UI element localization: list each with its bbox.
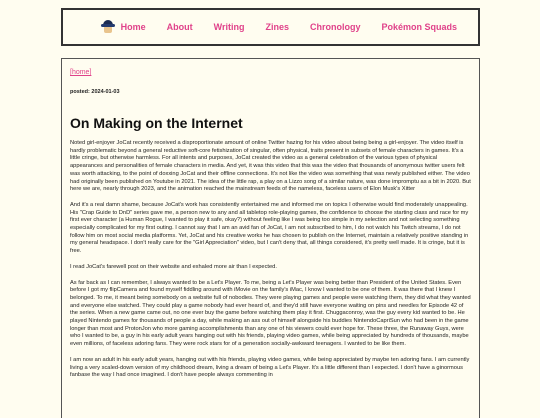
post-title: On Making on the Internet [70, 115, 243, 131]
nav-link-chronology[interactable]: Chronology [309, 22, 361, 32]
nav-link-home[interactable]: Home [120, 22, 146, 32]
top-navigation [61, 8, 480, 46]
home-link[interactable]: [home] [70, 69, 92, 76]
post-paragraph-2: And it's a real damn shame, because JoCat's work has consistently entertained me and informed me on topics I otherwise would find moderately unappealing. His "Crap Guide to DnD" series gave me, a person new to any and all tabletop role-playing games, the confidence to choose the starting class and race for my first ever character (a Human Rogue, I wanted to play it safe, okay?) without feeling like I was being too simple in my selection and not selecting something especially complicated for my first outing. I cannot say that I am an avid fan of JoCat, I am not subscribed to him, I do not watch his Twitch streams, I do not follow him on most social media platforms. Yet, JoCat and his creative works he has chosen to publish on the Internet, maintain a relatively positive standing in my general headspace. I don't really care for the "Girl Appreciation" video, but I can't deny that, all things considered, it's pretty well made. It is cringe, but it is free. [70, 201, 469, 255]
nav-link-writing[interactable]: Writing [213, 22, 245, 32]
nav-link-pokemon-squads[interactable]: Pokémon Squads [381, 22, 457, 32]
nav-link-zines[interactable]: Zines [265, 22, 289, 32]
nav-links [121, 22, 478, 32]
post-paragraph-1: Noted girl-enjoyer JoCat recently received a disproportionate amount of online Twitter hazing for his video about being being a girl-enjoyer. The video itself is hardly problematic beyond a general reductive soft-core fetishization of singular, often physical, traits present in subsets of female characters in games. It's a little cringe, but otherwise harmless. For all intents and purposes, JoCat created the video as a general celebration of the various types of physical appearances and personalities of female characters in media. And yet, it was this video that this was the video that thousands of anonymous twitter users felt was worth attacking, to the point of doxxing JoCat and their offline connections. It's not like the video was something that was newly published either. The video had originally been published on Youtube in 2021. The idea of the little rap, a play on a Lizzo song of a similar nature, was done impromptu as a bit in 2020. But here we are, nearly through 2023, and the animation reached the mainstream feeds of the nameless, faceless users of Elon Musk's Xitter [70, 140, 471, 193]
post-date: posted: 2024-01-03 [70, 89, 120, 95]
post-paragraph-3: I read JoCat's farewell post on their website and exhaled more air than I expected. [70, 263, 277, 270]
post-paragraph-5: I am now an adult in his early adult years, hanging out with his friends, playing video games, while being appreciated by maybe ten adoring fans. I am currently living a very scaled-down version of my childhood dream, living a dream of being a Let's Player. It's a little different than I expected. I don't have a ginormous fanbase the way I had once imagined. I don't have people always commenting in [70, 356, 470, 379]
post-container [61, 58, 480, 418]
post-paragraph-4: As far back as I can remember, I always wanted to be a Let's Player. To me, being a Let's Player was being better than President of the United States. Even before I got my flipCamera and found myself fiddling around with iMovie on the family's iMac, I know I wanted to be one of them. It was there that I knew I belonged. To me, it meant being somebody on a website full of nobodies. They were playing games and people were watching them, they did what they wanted and everyone else watched. They could play a game nobody had ever heard of, and they'd still have everyone waiting on pins and needles for Episode 42 of the series. When a new game came out, no one ever buy the game before watching them play it first. Chuggaconroy, was the guy every kid wanted to be. He played Nintendo games for thousands of people a day, while making an ass out of himself alongside his buddies NintendoCapriSun who had been in the game longer than most and ProtonJon who more gaming accomplishments than any one of his viewers could ever hope for. These three, the Runaway Guys, were who I wanted to be, a guy in his early adult years hanging out with his friends, playing video games, while being appreciated by hundreds of thousands, maybe even millions, of faceless adoring fans. They were rock stars for of a generation socially-awkward teenagers. I wanted to be like them. [70, 279, 471, 348]
avatar-icon[interactable] [101, 20, 107, 34]
nav-link-about[interactable]: About [166, 22, 193, 32]
